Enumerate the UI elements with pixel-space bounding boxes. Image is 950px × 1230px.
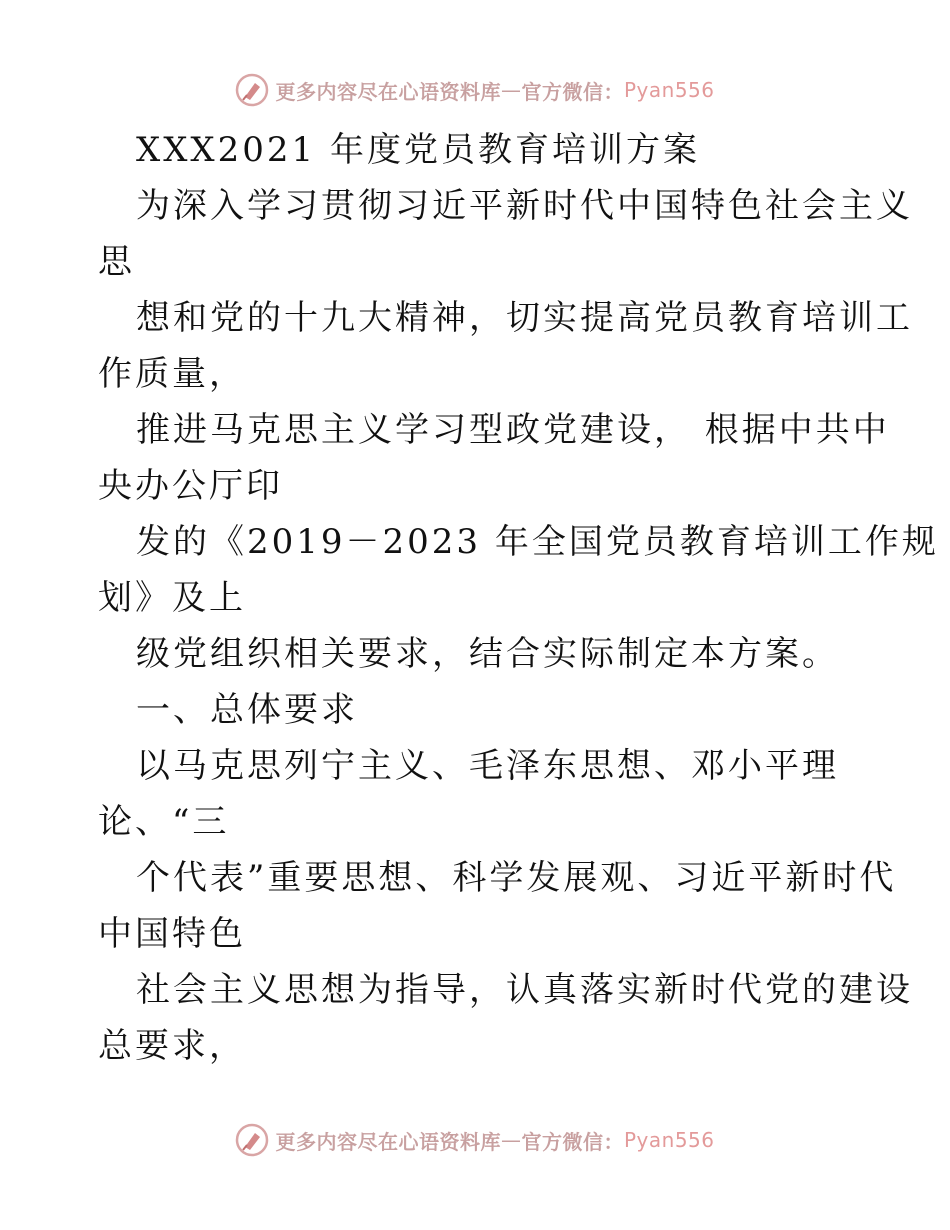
text-line: 级党组织相关要求，结合实际制定本方案。 xyxy=(136,634,839,674)
watermark-site-text: 更多内容尽在心语资料库 xyxy=(275,1129,501,1154)
text-line: 思 xyxy=(98,242,135,282)
text-line: 发的《2019－2023 年全国党员教育培训工作规 xyxy=(136,522,939,562)
watermark-wechat-label: 官方微信： xyxy=(521,79,624,104)
section-heading: 一、总体要求 xyxy=(136,690,358,730)
text-line: 个代表”重要思想、科学发展观、习近平新时代 xyxy=(136,858,897,898)
watermark-site-text: 更多内容尽在心语资料库 xyxy=(275,79,501,104)
text-line: 总要求， xyxy=(98,1026,246,1066)
watermark-dash: — xyxy=(500,1128,522,1152)
text-line: 论、“三 xyxy=(98,802,230,842)
text-line: 以马克思列宁主义、毛泽东思想、邓小平理 xyxy=(136,746,839,786)
header-watermark xyxy=(0,70,950,110)
text-line: 划》及上 xyxy=(98,578,246,618)
watermark-wechat-id: Pyan556 xyxy=(623,78,715,102)
watermark-dash: — xyxy=(500,78,522,102)
document-body xyxy=(98,122,939,1074)
pen-nib-logo-icon xyxy=(235,73,269,107)
text-line: 想和党的十九大精神，切实提高党员教育培训工 xyxy=(136,298,913,338)
text-line: 推进马克思主义学习型政党建设， 根据中共中 xyxy=(136,410,890,450)
watermark-wechat-label: 官方微信： xyxy=(521,1129,624,1154)
pen-nib-logo-icon xyxy=(235,1123,269,1157)
text-line: 作质量， xyxy=(98,354,246,394)
text-line: 为深入学习贯彻习近平新时代中国特色社会主义 xyxy=(136,186,913,226)
watermark-wechat-id: Pyan556 xyxy=(623,1128,715,1152)
footer-watermark xyxy=(0,1120,950,1160)
text-line: 社会主义思想为指导，认真落实新时代党的建设 xyxy=(136,970,913,1010)
text-line: 央办公厅印 xyxy=(98,466,283,506)
text-line: 中国特色 xyxy=(98,914,246,954)
document-title: XXX2021 年度党员教育培训方案 xyxy=(136,130,700,170)
